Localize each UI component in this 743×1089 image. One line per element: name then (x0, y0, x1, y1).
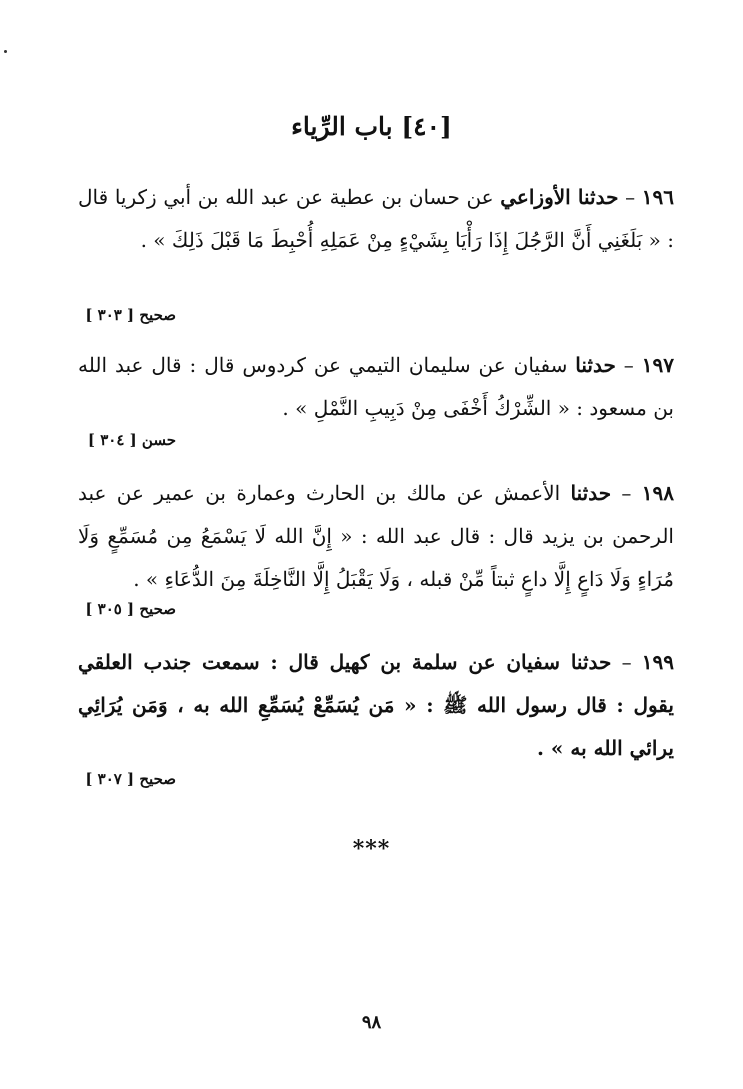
hadith-dash: – (618, 185, 642, 209)
hadith-dash: – (615, 353, 642, 377)
hadith-197 (78, 344, 674, 430)
hadith-isnad-lead: حدثنا (575, 353, 616, 377)
hadith-grade-199: صحيح [ ٣٠٧ ] (85, 770, 176, 788)
hadith-number: ١٩٧ (641, 353, 674, 377)
hadith-isnad-lead: حدثنا الأوزاعي (500, 185, 619, 209)
hadith-isnad-lead: حدثنا (570, 481, 612, 505)
hadith-isnad-lead: حدثنا (570, 650, 612, 674)
chapter-title: [٤٠] باب الرِّياء (291, 112, 452, 141)
hadith-grade-197: حسن [ ٣٠٤ ] (87, 431, 176, 449)
scan-speck (4, 50, 7, 53)
hadith-text: الأعمش عن مالك بن الحارث وعمارة بن عمير عن عبد الرحمن بن يزيد قال : قال عبد الله : « إِنَّ الله لَا يَسْمَعُ مِن مُسَمِّعٍ وَلَا مُرَاءٍ وَلَا دَاعٍ إِلَّا داعٍ ثبتاً مِّنْ قبله ، وَلَا يَقْبَلُ إِلَّا النَّاخِلَةَ مِنَ الدُّعَاءِ » . (78, 481, 674, 591)
hadith-number: ١٩٨ (641, 481, 674, 505)
hadith-dash: – (611, 481, 642, 505)
section-separator: *** (352, 836, 391, 862)
hadith-199 (78, 641, 674, 770)
hadith-text: سفيان عن سلمة بن كهيل قال : سمعت جندب العلقي يقول : قال رسول الله ﷺ : « مَن يُسَمِّعْ يُسَمِّعِ الله به ، وَمَن يُرَائِي يرائي الله به » . (78, 650, 674, 760)
hadith-number: ١٩٦ (641, 185, 674, 209)
hadith-grade-198: صحيح [ ٣٠٥ ] (85, 600, 176, 618)
page-number: ٩٨ (361, 1012, 382, 1033)
hadith-text: عن حسان بن عطية عن عبد الله بن أبي زكريا قال : « بَلَغَنِي أَنَّ الرَّجُلَ إِذَا رَأْيَا بِشَيْءٍ مِنْ عَمَلِهِ أُحْبِطَ مَا قَبْلَ ذَلِكَ » . (78, 185, 674, 252)
hadith-196 (78, 176, 674, 262)
hadith-198 (78, 472, 674, 601)
hadith-grade-196: صحيح [ ٣٠٣ ] (85, 306, 176, 324)
hadith-dash: – (611, 650, 642, 674)
hadith-text: سفيان عن سليمان التيمي عن كردوس قال : قال عبد الله بن مسعود : « الشِّرْكُ أَخْفَى مِنْ دَبِيبِ النَّمْلِ » . (78, 353, 674, 420)
hadith-number: ١٩٩ (641, 650, 674, 674)
